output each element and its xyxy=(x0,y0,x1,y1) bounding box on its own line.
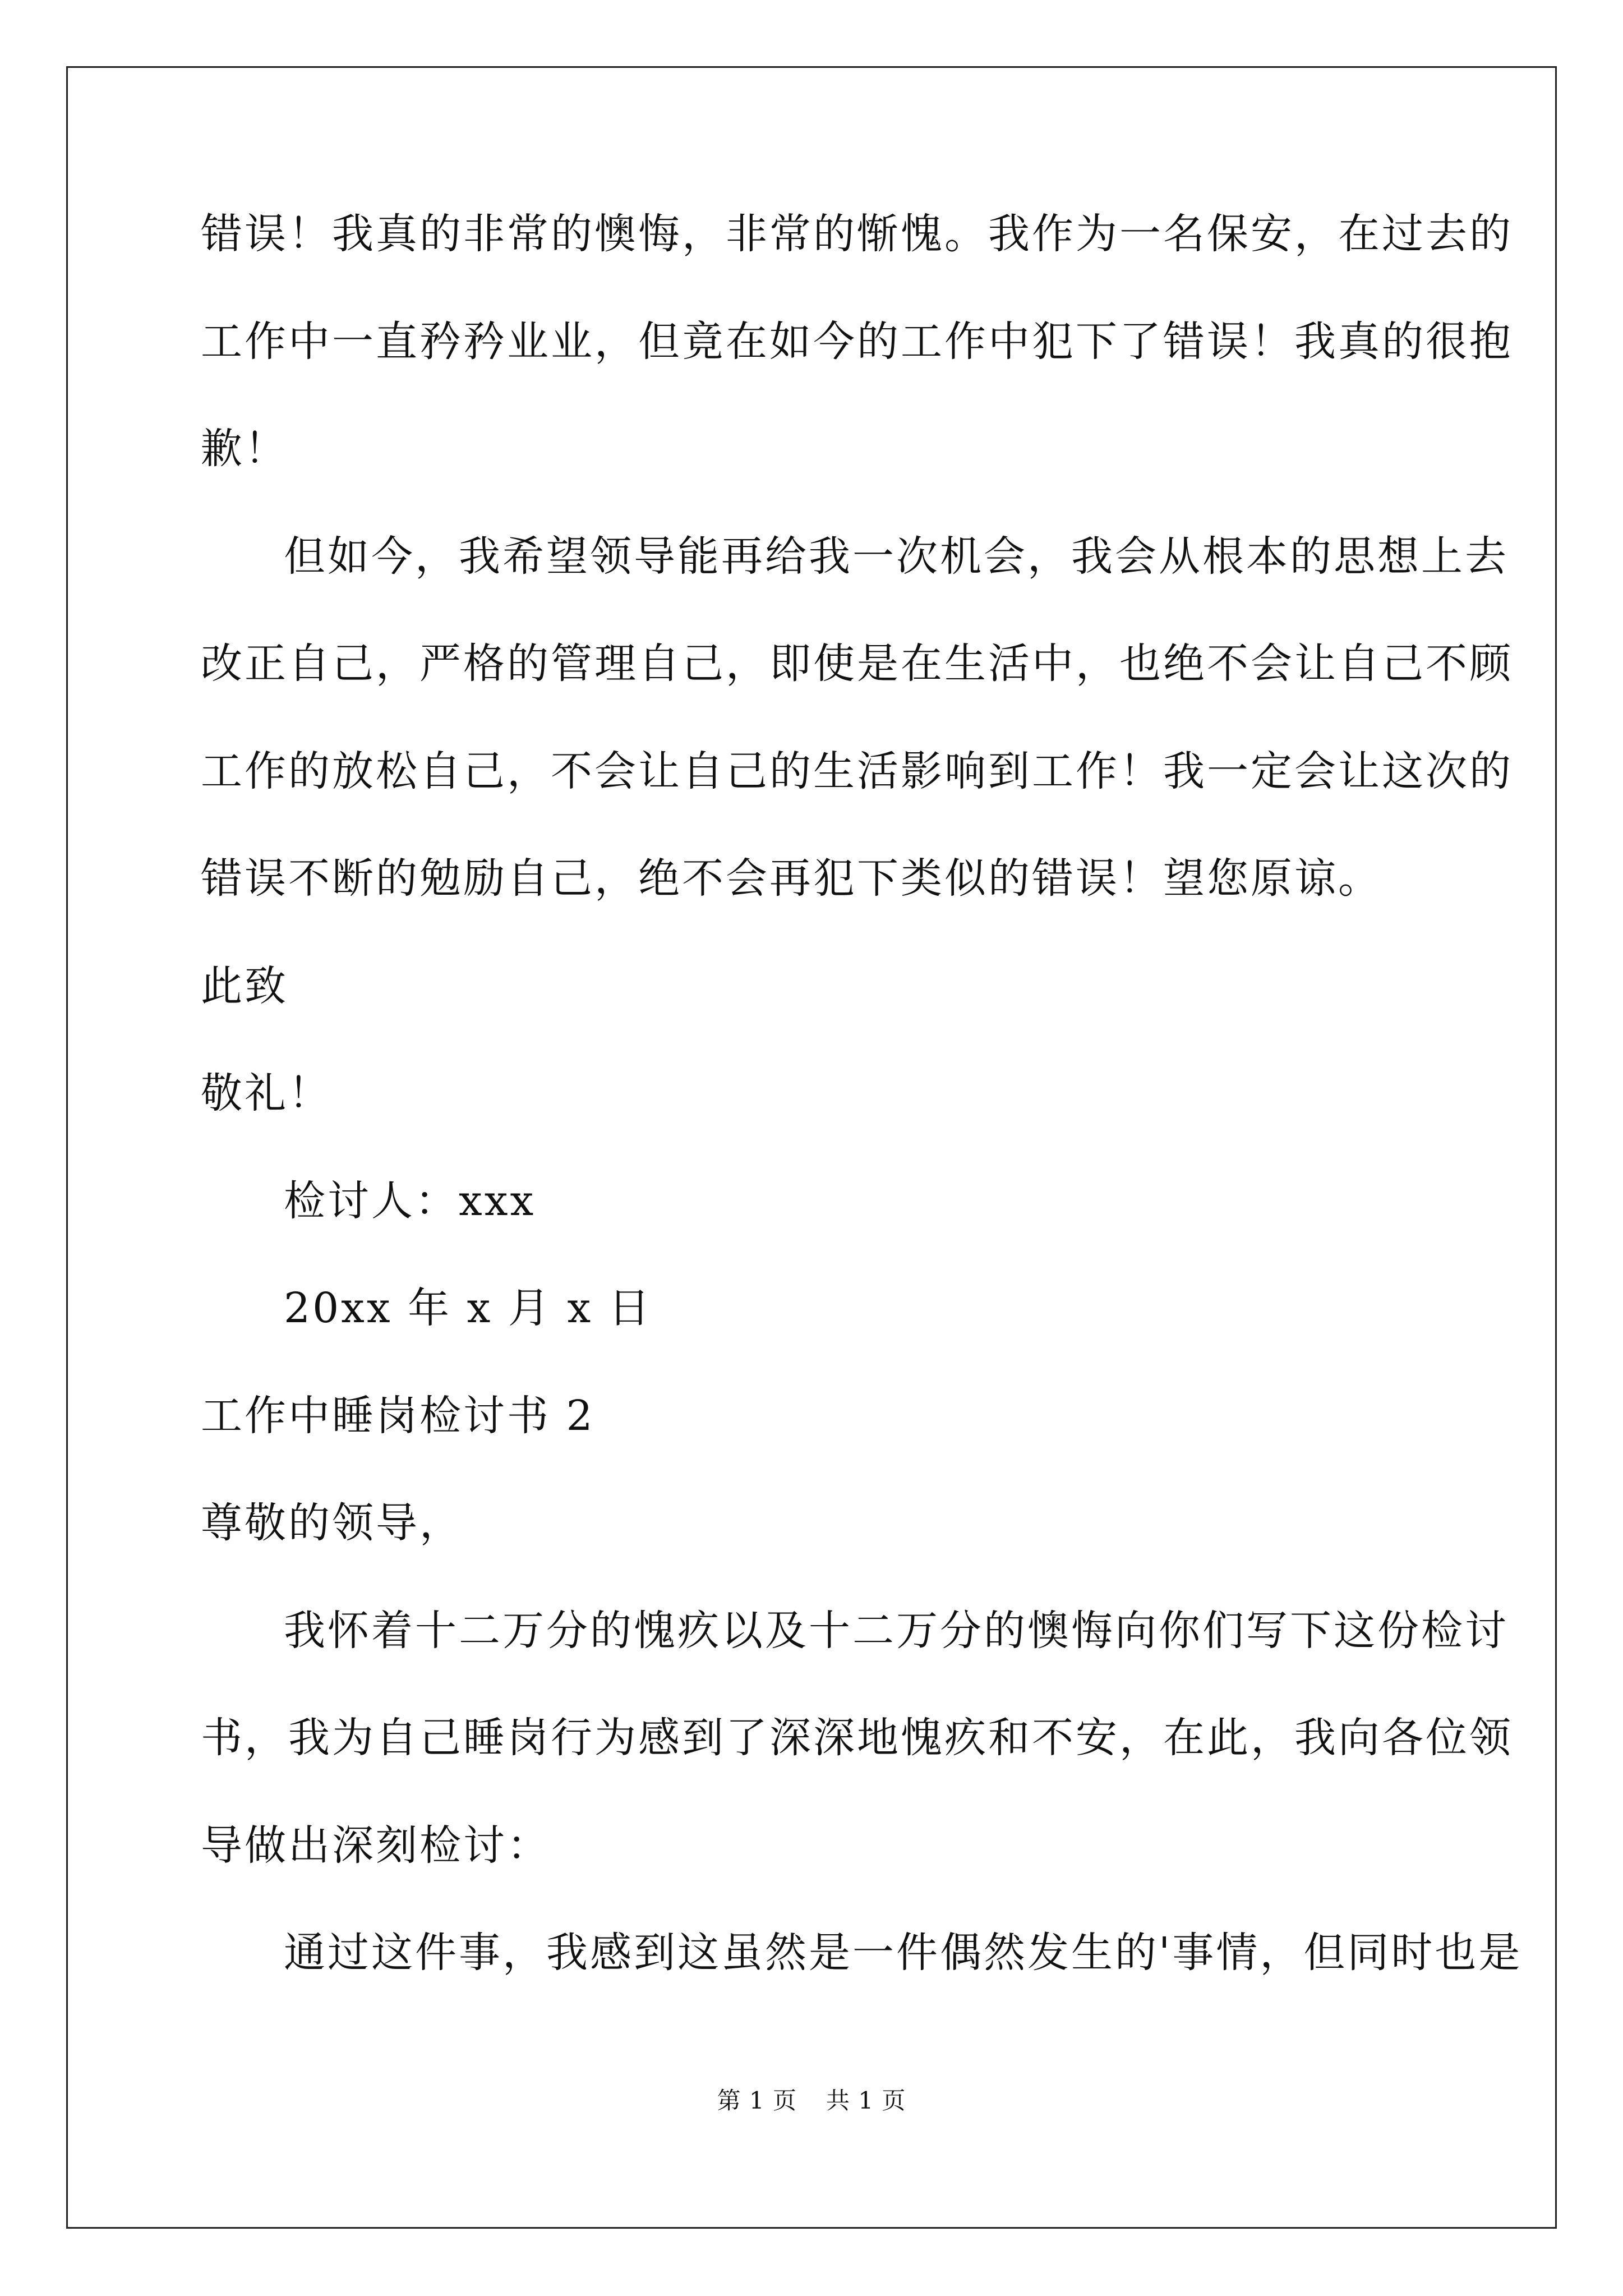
closing-regards: 敬礼！ xyxy=(201,1069,332,1117)
page-footer xyxy=(0,2082,1623,2116)
text-line: 但如今，我希望领导能再给我一次机会，我会从根本的思想上去 xyxy=(284,532,1509,581)
text-line: 工作的放松自己，不会让自己的生活影响到工作！我一定会让这次的 xyxy=(201,747,1513,795)
text-line: 改正自己，严格的管理自己，即使是在生活中，也绝不会让自己不顾 xyxy=(201,639,1513,688)
text-line: 导做出深刻检讨： xyxy=(201,1821,551,1870)
signature-date: 20xx 年 x 月 x 日 xyxy=(284,1284,652,1332)
text-line: 错误！我真的非常的懊悔，非常的惭愧。我作为一名保安，在过去的 xyxy=(201,210,1513,258)
signature-name: 检讨人：xxx xyxy=(284,1176,536,1225)
greeting: 尊敬的领导， xyxy=(201,1499,463,1547)
text-line: 错误不断的勉励自己，绝不会再犯下类似的错误！望您原谅。 xyxy=(201,854,1382,903)
page-total: 共 1 页 xyxy=(826,2087,906,2114)
text-line: 我怀着十二万分的愧疚以及十二万分的懊悔向你们写下这份检讨 xyxy=(284,1606,1509,1655)
closing-salutation: 此致 xyxy=(201,961,288,1010)
text-line: 歉！ xyxy=(201,425,288,473)
text-line: 书，我为自己睡岗行为感到了深深地愧疚和不安，在此，我向各位领 xyxy=(201,1714,1513,1762)
text-line: 工作中一直矜矜业业，但竟在如今的工作中犯下了错误！我真的很抱 xyxy=(201,317,1513,366)
section-heading: 工作中睡岗检讨书 2 xyxy=(201,1391,595,1440)
document-body xyxy=(201,210,1523,2040)
text-line: 通过这件事，我感到这虽然是一件偶然发生的'事情，但同时也是 xyxy=(284,1929,1523,1977)
page-number: 第 1 页 xyxy=(717,2087,797,2114)
